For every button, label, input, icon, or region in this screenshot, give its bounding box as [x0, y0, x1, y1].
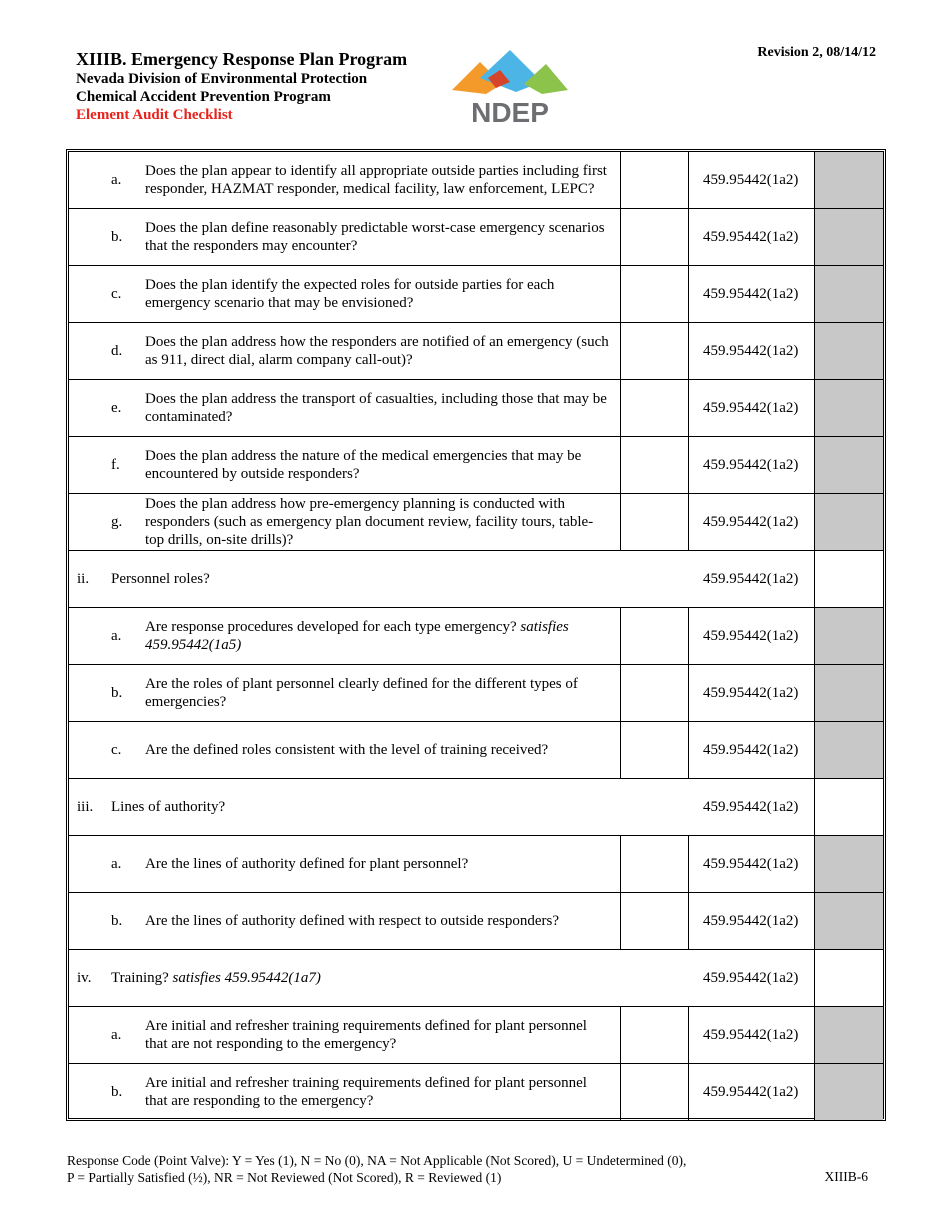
regulation-reference: 459.95442(1a2) [689, 893, 815, 949]
score-cell [815, 665, 883, 721]
regulation-reference: 459.95442(1a2) [689, 437, 815, 493]
regulation-reference: 459.95442(1a2) [689, 1007, 815, 1063]
question-main: Are response procedures developed for each type emergency? [145, 619, 517, 635]
question-main: Does the plan address the nature of the medical emergencies that may be encountered by outside responders? [145, 448, 582, 482]
document-header [76, 48, 407, 124]
score-cell [815, 323, 883, 379]
section-row [69, 779, 883, 836]
question-text [145, 608, 610, 664]
question-main: Does the plan address how pre-emergency planning is conducted with responders (such as emergency plan document review, facility tours, table-top drills, on-site drills)? [145, 496, 594, 548]
question-text [145, 1064, 610, 1120]
question-main: Does the plan identify the expected roles for outside parties for each emergency scenario that may be envisioned? [145, 277, 555, 311]
item-label: a. [111, 171, 122, 188]
regulation-reference: 459.95442(1a2) [689, 551, 815, 607]
item-label: c. [111, 285, 122, 302]
question-text [145, 152, 610, 208]
agency-name: Nevada Division of Environmental Protection [76, 71, 368, 87]
question-cell [69, 1064, 621, 1120]
score-cell [815, 893, 883, 949]
response-cell[interactable] [621, 836, 689, 892]
score-cell [815, 1007, 883, 1063]
item-label: e. [111, 399, 122, 416]
question-text [111, 551, 679, 607]
regulation-reference: 459.95442(1a2) [689, 494, 815, 550]
question-main: Does the plan address the transport of casualties, including those that may be contaminated? [145, 391, 607, 425]
question-regulation-note: satisfies 459.95442(1a7) [172, 970, 321, 986]
response-code-legend [67, 1152, 686, 1186]
question-cell [69, 266, 621, 322]
score-cell [815, 380, 883, 436]
question-main: Does the plan define reasonably predictable worst-case emergency scenarios that the responders may encounter? [145, 220, 605, 254]
question-main: Are initial and refresher training requirements defined for plant personnel that are not responding to the emergency? [145, 1018, 587, 1052]
question-row [69, 1007, 883, 1064]
question-text [145, 380, 610, 436]
regulation-reference: 459.95442(1a2) [689, 665, 815, 721]
question-main: Lines of authority? [111, 799, 226, 815]
question-cell [69, 722, 621, 778]
response-cell[interactable] [621, 152, 689, 208]
score-cell [815, 836, 883, 892]
item-label: b. [111, 228, 123, 245]
question-main: Personnel roles? [111, 571, 210, 587]
item-label: ii. [77, 570, 90, 587]
question-text [145, 323, 610, 379]
question-cell [69, 551, 689, 607]
question-row [69, 722, 883, 779]
question-cell [69, 152, 621, 208]
question-row [69, 323, 883, 380]
question-cell [69, 380, 621, 436]
regulation-reference: 459.95442(1a2) [689, 608, 815, 664]
audit-checklist-table [66, 149, 886, 1121]
item-label: b. [111, 684, 123, 701]
score-cell [815, 209, 883, 265]
question-main: Training? [111, 970, 169, 986]
question-text [145, 1007, 610, 1063]
score-cell [815, 152, 883, 208]
item-label: c. [111, 741, 122, 758]
document-title: XIIIB. Emergency Response Plan Program [76, 49, 408, 69]
question-row [69, 380, 883, 437]
regulation-reference: 459.95442(1a2) [689, 380, 815, 436]
response-cell[interactable] [621, 893, 689, 949]
response-cell[interactable] [621, 1064, 689, 1120]
question-row [69, 893, 883, 950]
response-cell[interactable] [621, 494, 689, 550]
question-cell [69, 608, 621, 664]
question-row [69, 665, 883, 722]
question-text [145, 722, 610, 778]
item-label: b. [111, 1083, 123, 1100]
response-cell[interactable] [621, 209, 689, 265]
score-cell [815, 494, 883, 550]
question-row [69, 836, 883, 893]
question-main: Are initial and refresher training requirements defined for plant personnel that are responding to the emergency? [145, 1075, 587, 1109]
question-row [69, 1064, 883, 1120]
score-cell[interactable] [815, 950, 883, 1006]
item-label: g. [111, 513, 123, 530]
question-cell [69, 494, 621, 550]
score-cell[interactable] [815, 779, 883, 835]
score-cell[interactable] [815, 551, 883, 607]
question-text [145, 266, 610, 322]
ndep-logo [450, 48, 570, 126]
response-cell[interactable] [621, 722, 689, 778]
question-main: Are the roles of plant personnel clearly defined for the different types of emergencies? [145, 676, 578, 710]
question-main: Does the plan address how the responders are notified of an emergency (such as 911, direct dial, alarm company call-out)? [145, 334, 609, 368]
regulation-reference: 459.95442(1a2) [689, 152, 815, 208]
score-cell [815, 437, 883, 493]
question-text [145, 836, 610, 892]
item-label: iii. [77, 798, 94, 815]
checklist-label: Element Audit Checklist [76, 107, 233, 123]
question-text [145, 209, 610, 265]
question-cell [69, 893, 621, 949]
program-name: Chemical Accident Prevention Program [76, 89, 331, 105]
response-cell[interactable] [621, 437, 689, 493]
question-cell [69, 665, 621, 721]
item-label: b. [111, 912, 123, 929]
response-cell[interactable] [621, 266, 689, 322]
item-label: f. [111, 456, 120, 473]
question-regulation-note: satisfies 459.95442(1a5) [145, 619, 569, 653]
item-label: a. [111, 627, 122, 644]
regulation-reference: 459.95442(1a2) [689, 779, 815, 835]
question-row [69, 152, 883, 209]
question-row [69, 437, 883, 494]
question-text [111, 950, 679, 1006]
response-cell[interactable] [621, 380, 689, 436]
regulation-reference: 459.95442(1a2) [689, 1064, 815, 1120]
question-row [69, 608, 883, 665]
section-row [69, 551, 883, 608]
question-cell [69, 836, 621, 892]
revision-label: Revision 2, 08/14/12 [757, 45, 876, 60]
regulation-reference: 459.95442(1a2) [689, 836, 815, 892]
legend-line-2: P = Partially Satisfied (½), NR = Not Reviewed (Not Scored), R = Reviewed (1) [67, 1170, 502, 1185]
score-cell [815, 266, 883, 322]
regulation-reference: 459.95442(1a2) [689, 722, 815, 778]
question-text [111, 779, 679, 835]
logo-mountain-green [524, 64, 568, 94]
regulation-reference: 459.95442(1a2) [689, 950, 815, 1006]
response-cell[interactable] [621, 608, 689, 664]
question-cell [69, 209, 621, 265]
question-cell [69, 779, 689, 835]
logo-text: NDEP [471, 97, 549, 126]
item-label: a. [111, 1026, 122, 1043]
section-row [69, 950, 883, 1007]
response-cell[interactable] [621, 665, 689, 721]
regulation-reference: 459.95442(1a2) [689, 209, 815, 265]
question-cell [69, 1007, 621, 1063]
legend-line-1: Response Code (Point Valve): Y = Yes (1), N = No (0), NA = Not Applicable (Not Scored), U = Undetermined (0), [67, 1153, 687, 1168]
score-cell [815, 722, 883, 778]
question-cell [69, 323, 621, 379]
question-text [145, 437, 610, 493]
question-text [145, 893, 610, 949]
question-text [145, 494, 610, 550]
response-cell[interactable] [621, 1007, 689, 1063]
question-row [69, 494, 883, 551]
question-text [145, 665, 610, 721]
question-main: Are the lines of authority defined with respect to outside responders? [145, 913, 560, 929]
question-cell [69, 950, 689, 1006]
question-main: Are the lines of authority defined for plant personnel? [145, 856, 469, 872]
response-cell[interactable] [621, 323, 689, 379]
question-row [69, 209, 883, 266]
question-row [69, 266, 883, 323]
item-label: d. [111, 342, 123, 359]
score-cell [815, 1064, 883, 1120]
question-main: Are the defined roles consistent with the level of training received? [145, 742, 549, 758]
regulation-reference: 459.95442(1a2) [689, 266, 815, 322]
score-cell [815, 608, 883, 664]
question-cell [69, 437, 621, 493]
item-label: iv. [77, 969, 92, 986]
question-main: Does the plan appear to identify all appropriate outside parties including first responder, HAZMAT responder, medical facility, law enforcement, LEPC? [145, 163, 607, 197]
regulation-reference: 459.95442(1a2) [689, 323, 815, 379]
item-label: a. [111, 855, 122, 872]
page-number: XIIIB-6 [824, 1169, 868, 1184]
